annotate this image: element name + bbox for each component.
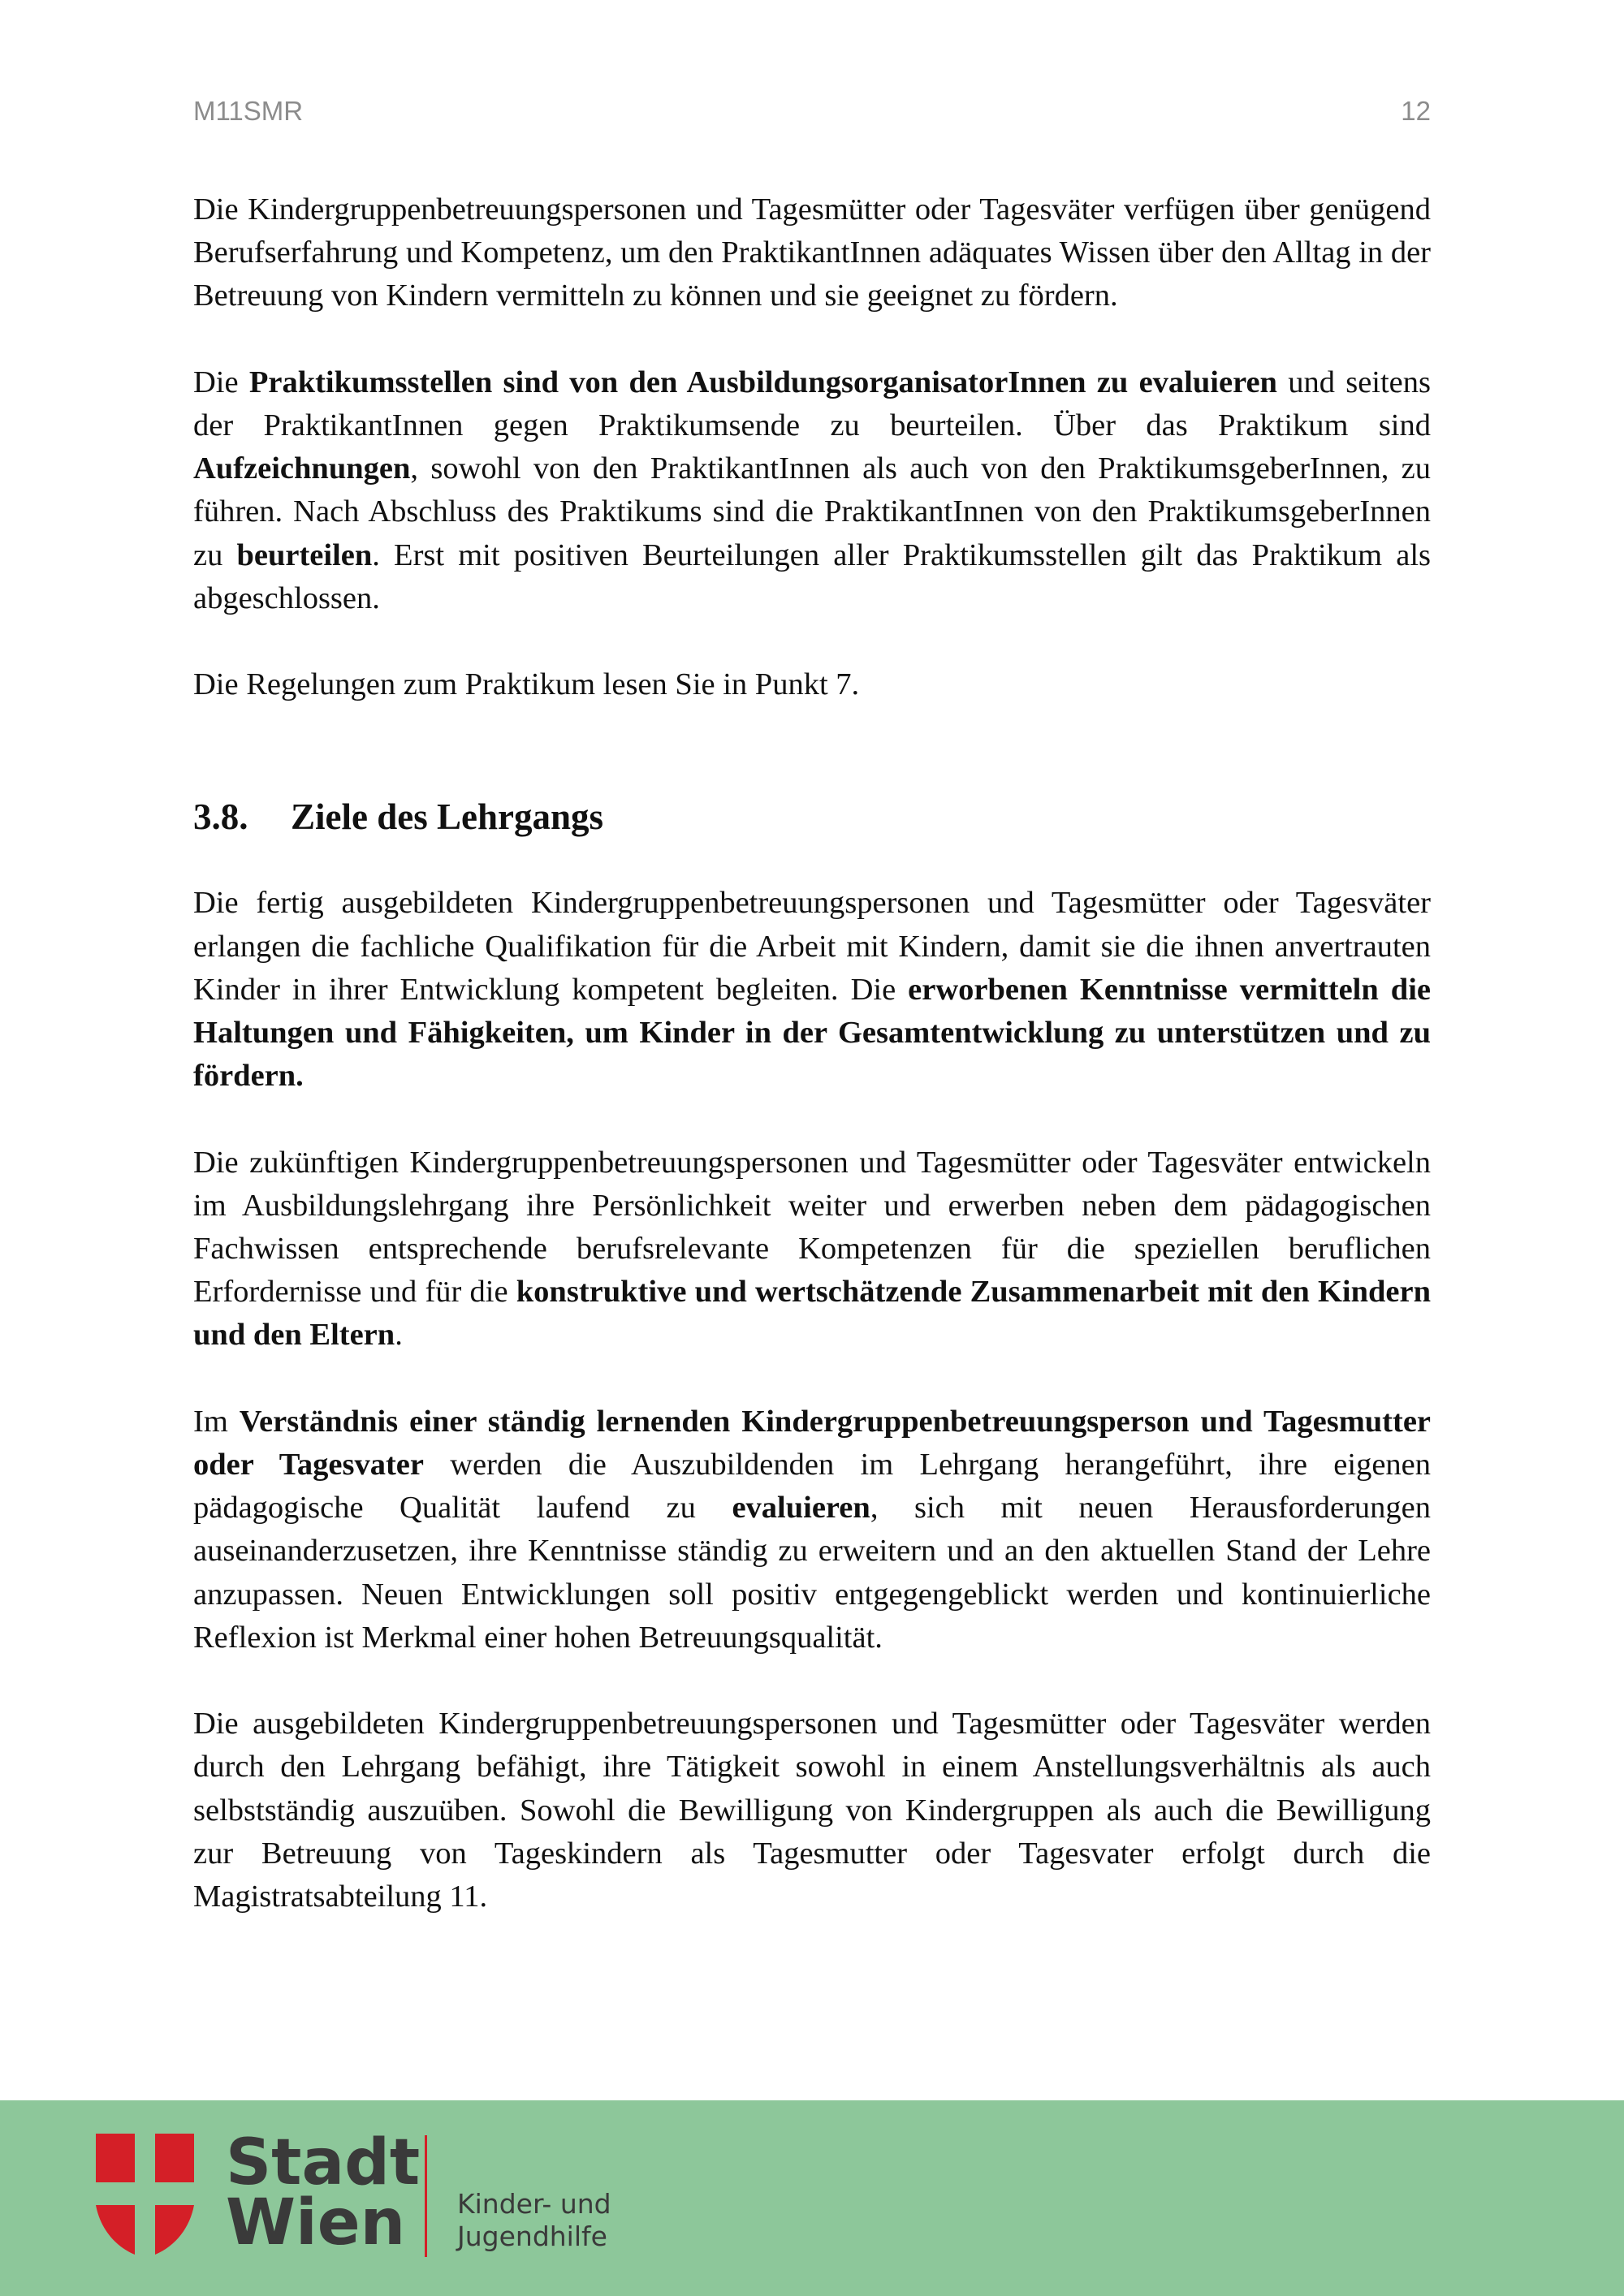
- brand-wordmark: [226, 2126, 421, 2259]
- paragraph-employment: Die ausgebildeten Kindergruppenbetreuungspersonen und Tagesmütter oder Tagesväter werden durch den Lehrgang befähigt, ihre Tätigkeit sowohl in einem Anstellungsverhältnis als auch selbstständig auszuüben. Sowohl die Bewilligung von Kindergruppen als auch die Bewilligung zur Betreuung von Tageskindern als Tagesmutter oder Tagesvater erfolgt durch die Magistratsabteilung 11.: [193, 1707, 1431, 1914]
- page-header: [193, 96, 1431, 132]
- brand-line-stadt: Stadt: [226, 2126, 421, 2199]
- paragraph-continuous-learning: Im Verständnis einer ständig lernenden Kindergruppenbetreuungsperson und Tagesmutter oder Tagesvater werden die Auszubildenden im Lehrgang herangeführt, ihre eigenen pädagogische Qualität laufend zu evaluieren, sich mit neuen Herausforderungen auseinanderzusetzen, ihre Kenntnisse ständig zu erweitern und an den aktuellen Stand der Lehre anzupassen. Neuen Entwicklungen soll positiv entgegengeblickt werden und kontinuierliche Reflexion ist Merkmal einer hohen Betreuungsqualität.: [193, 1404, 1431, 1655]
- document-body: [193, 188, 1431, 1918]
- page-footer: [0, 2100, 1624, 2296]
- department-name: [457, 2188, 611, 2253]
- document-code: M11SMR: [193, 96, 304, 126]
- paragraph-trainers: Die Kindergruppenbetreuungspersonen und Tagesmütter oder Tagesväter verfügen über genügend Berufserfahrung und Kompetenz, um den PraktikantInnen adäquates Wissen über den Alltag in der Betreuung von Kindern vermitteln zu können und sie geeignet zu fördern.: [193, 192, 1431, 313]
- paragraph-internship-evaluation: Die Praktikumsstellen sind von den AusbildungsorganisatorInnen zu evaluieren und seitens der PraktikantInnen gegen Praktikumsende zu beurteilen. Über das Praktikum sind Aufzeichnungen, sowohl von den PraktikantInnen als auch von den PraktikumsgeberInnen, zu führen. Nach Abschluss des Praktikums sind die PraktikantInnen von den PraktikumsgeberInnen zu beurteilen. Erst mit positiven Beurteilungen aller Praktikumsstellen gilt das Praktikum als abgeschlossen.: [193, 365, 1431, 615]
- department-line-1: Kinder- und: [457, 2188, 611, 2220]
- section-heading: [193, 792, 1431, 841]
- section-title: Ziele des Lehrgangs: [291, 796, 604, 838]
- brand-divider: [425, 2135, 427, 2257]
- paragraph-internship-rules: Die Regelungen zum Praktikum lesen Sie in Punkt 7.: [193, 667, 860, 702]
- vienna-coat-of-arms-icon: [96, 2134, 194, 2255]
- page-number: 12: [1401, 96, 1431, 126]
- brand-line-wien: Wien: [226, 2186, 406, 2259]
- department-line-2: Jugendhilfe: [457, 2220, 607, 2252]
- paragraph-personal-development: Die zukünftigen Kindergruppenbetreuungspersonen und Tagesmütter oder Tagesväter entwickeln im Ausbildungslehrgang ihre Persönlichkeit weiter und erwerben neben dem pädagogischen Fachwissen entsprechende berufsrelevante Kompetenzen für die speziellen beruflichen Erfordernisse und für die konstruktive und wertschätzende Zusammenarbeit mit den Kindern und den Eltern.: [193, 1145, 1431, 1353]
- paragraph-qualification: Die fertig ausgebildeten Kindergruppenbetreuungspersonen und Tagesmütter oder Tagesväter erlangen die fachliche Qualifikation für die Arbeit mit Kindern, damit sie die ihnen anvertrauten Kinder in ihrer Entwicklung kompetent begleiten. Die erworbenen Kenntnisse vermitteln die Haltungen und Fähigkeiten, um Kinder in der Gesamtentwicklung zu unterstützen und zu fördern.: [193, 886, 1431, 1094]
- section-number: 3.8.: [193, 796, 248, 838]
